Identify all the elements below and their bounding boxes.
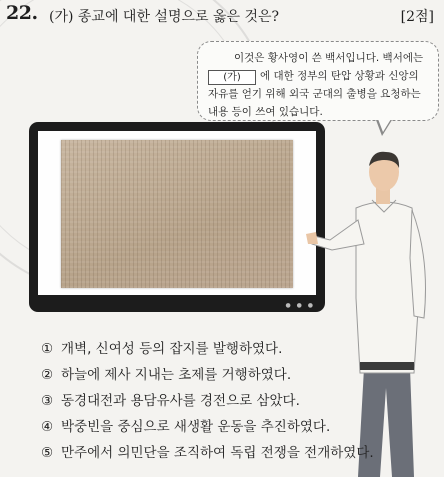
- bubble-line-1: 이것은 황사영이 쓴 백서입니다. 백서에는: [234, 52, 424, 64]
- teacher-shirt: [356, 202, 420, 373]
- choice-3-number: ③: [41, 393, 54, 409]
- choice-2-number: ②: [41, 367, 54, 383]
- choice-4[interactable]: [41, 415, 330, 435]
- teacher-hand: [306, 232, 318, 244]
- silk-letter-image: [61, 140, 293, 288]
- choice-5[interactable]: [41, 441, 374, 461]
- choice-4-text: 박중빈을 중심으로 새생활 운동을 추진하였다.: [61, 419, 331, 435]
- choice-2[interactable]: [41, 363, 291, 383]
- display-board: [29, 122, 325, 312]
- question-number: 22.: [6, 2, 38, 24]
- choice-5-text: 만주에서 의민단을 조직하여 독립 전쟁을 전개하였다.: [61, 445, 374, 461]
- bubble-line-3: 자유를 얻기 위해 외국 군대의 출병을 요청하는: [208, 88, 421, 100]
- choice-2-text: 하늘에 제사 지내는 초제를 거행하였다.: [61, 367, 292, 383]
- choice-3[interactable]: [41, 389, 300, 409]
- choice-3-text: 동경대전과 용담유사를 경전으로 삼았다.: [61, 393, 300, 409]
- blank-box: (가): [208, 70, 256, 85]
- teacher-belt: [360, 362, 414, 370]
- board-screen: [38, 131, 316, 295]
- choice-1[interactable]: [41, 337, 282, 357]
- bubble-line-2-text: 에 대한 정부의 탄압 상황과 신앙의: [260, 70, 419, 82]
- question-points: [2점]: [400, 9, 434, 25]
- choice-1-number: ①: [41, 341, 54, 357]
- speech-bubble: [197, 41, 439, 121]
- speech-bubble-tail-fill: [378, 119, 391, 132]
- bubble-line-2: [208, 68, 444, 85]
- board-indicator-icon: ● ● ●: [285, 302, 315, 309]
- choice-4-number: ④: [41, 419, 54, 435]
- bubble-line-4: 내용 등이 쓰여 있습니다.: [208, 106, 323, 118]
- choice-1-text: 개벽, 신여성 등의 잡지를 발행하였다.: [61, 341, 283, 357]
- choice-5-number: ⑤: [41, 445, 54, 461]
- question-text: (가) 종교에 대한 설명으로 옳은 것은?: [49, 9, 280, 25]
- teacher-arm: [312, 220, 364, 250]
